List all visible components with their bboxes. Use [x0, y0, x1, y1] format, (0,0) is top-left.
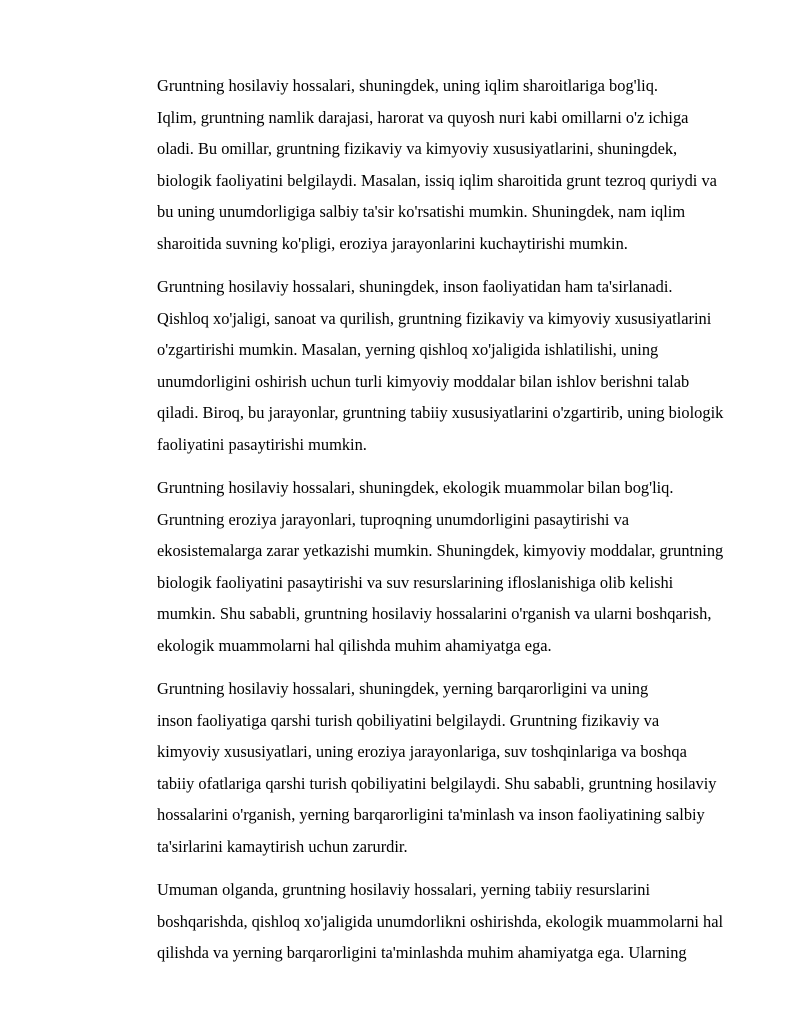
paragraph-3	[112, 472, 762, 661]
text-line: qilishda va yerning barqarorligini ta'minlashda muhim ahamiyatga ega. Ularning	[157, 943, 687, 962]
text-line: Gruntning eroziya jarayonlari, tuproqning unumdorligini pasaytirishi va	[157, 509, 630, 529]
text-line: Gruntning hosilaviy hossalari, shuningdek, uning iqlim sharoitlariga bog'liq.	[157, 76, 658, 95]
text-line: inson faoliyatiga qarshi turish qobiliyatini belgilaydi. Gruntning fizikaviy va	[157, 710, 660, 730]
document-body	[112, 70, 762, 981]
text-line: mumkin. Shu sababli, gruntning hosilaviy hossalarini o'rganish va ularni boshqarish,	[157, 604, 712, 623]
paragraph-4	[112, 673, 762, 862]
text-line: sharoitida suvning ko'pligi, eroziya jarayonlarini kuchaytirishi mumkin.	[157, 233, 628, 253]
text-line: biologik faoliyatini pasaytirishi va suv resurslarining ifloslanishiga olib kelishi	[157, 572, 674, 592]
text-line: ta'sirlarini kamaytirish uchun zarurdir.	[157, 836, 408, 856]
text-line: boshqarishda, qishloq xo'jaligida unumdorlikni oshirishda, ekologik muammolarni hal	[157, 911, 724, 931]
text-line: o'zgartirishi mumkin. Masalan, yerning qishloq xo'jaligida ishlatilishi, uning	[157, 340, 659, 359]
text-line: ekosistemalarga zarar yetkazishi mumkin. Shuningdek, kimyoviy moddalar, gruntning	[157, 541, 724, 560]
text-line: oladi. Bu omillar, gruntning fizikaviy va kimyoviy xususiyatlarini, shuningdek,	[157, 139, 678, 158]
text-line: tabiiy ofatlariga qarshi turish qobiliyatini belgilaydi. Shu sababli, gruntning hosilaviy	[157, 773, 717, 793]
text-line: Iqlim, gruntning namlik darajasi, harorat va quyosh nuri kabi omillarni o'z ichiga	[157, 107, 689, 127]
text-line: Gruntning hosilaviy hossalari, shuningdek, inson faoliyatidan ham ta'sirlanadi.	[157, 277, 673, 296]
text-line: Gruntning hosilaviy hossalari, shuningdek, yerning barqarorligini va uning	[157, 679, 649, 698]
text-line: hossalarini o'rganish, yerning barqarorligini ta'minlash va inson faoliyatining salbiy	[157, 805, 705, 824]
text-line: faoliyatini pasaytirishi mumkin.	[157, 434, 367, 454]
paragraph-2	[112, 271, 762, 460]
text-line: bu uning unumdorligiga salbiy ta'sir ko'rsatishi mumkin. Shuningdek, nam iqlim	[157, 202, 686, 221]
text-line: Gruntning hosilaviy hossalari, shuningdek, ekologik muammolar bilan bog'liq.	[157, 478, 674, 497]
text-line: Qishloq xo'jaligi, sanoat va qurilish, gruntning fizikaviy va kimyoviy xususiyatlarini	[157, 308, 712, 328]
text-line: ekologik muammolarni hal qilishda muhim ahamiyatga ega.	[157, 635, 552, 655]
paragraph-1	[112, 70, 762, 259]
text-line: qiladi. Biroq, bu jarayonlar, gruntning tabiiy xususiyatlarini o'zgartirib, uning biologik	[157, 403, 724, 422]
text-line: unumdorligini oshirish uchun turli kimyoviy moddalar bilan ishlov berishni talab	[157, 371, 690, 391]
paragraph-5	[112, 874, 762, 969]
text-line: biologik faoliyatini belgilaydi. Masalan, issiq iqlim sharoitida grunt tezroq quriydi va	[157, 170, 717, 190]
text-line: kimyoviy xususiyatlari, uning eroziya jarayonlariga, suv toshqinlariga va boshqa	[157, 742, 687, 761]
text-line: Umuman olganda, gruntning hosilaviy hossalari, yerning tabiiy resurslarini	[157, 880, 650, 899]
